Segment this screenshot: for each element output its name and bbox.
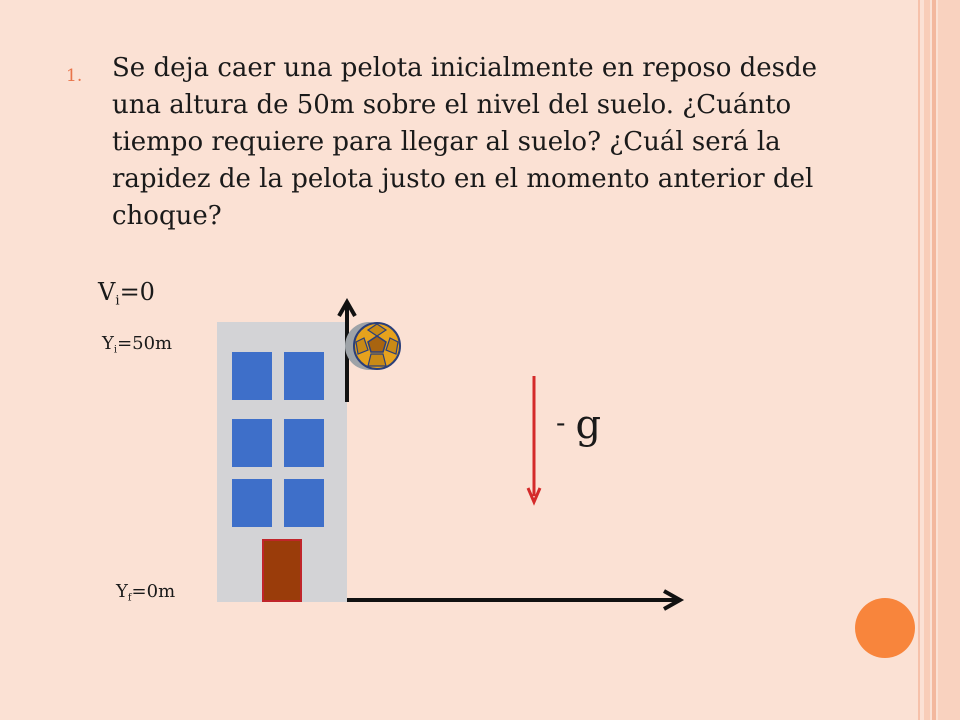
label-value: =50m [117,333,173,354]
problem-text: Se deja caer una pelota inicialmente en reposo desde una altura de 50m sobre el nivel del suelo. ¿Cuánto tiempo requiere para llegar al suelo? ¿Cuál será la rapidez de la pelota justo en el momento anterior del choque? [112,53,818,231]
gravity-sign: - [556,406,566,439]
window [232,479,272,527]
window [284,419,324,467]
label-base: V [98,278,116,306]
decor-circle [855,598,915,658]
label-base: Y [116,581,128,602]
window [284,479,324,527]
soccer-ball-icon [345,322,400,370]
label-subscript: i [113,344,118,356]
final-height-label [116,581,175,603]
label-subscript: i [115,293,120,309]
gravity-label [556,402,601,448]
window [284,352,324,400]
label-base: Y [102,333,114,354]
window [232,419,272,467]
gravity-symbol: g [575,402,602,448]
building-door [263,540,301,601]
ground-axis-arrow [347,591,680,609]
window [232,352,272,400]
initial-height-label [102,333,172,355]
label-value: =0m [131,581,176,602]
problem-number: 1. [66,66,83,86]
initial-velocity-label [98,278,155,309]
label-subscript: f [127,592,132,604]
label-value: =0 [119,278,155,306]
gravity-arrow [528,376,540,502]
